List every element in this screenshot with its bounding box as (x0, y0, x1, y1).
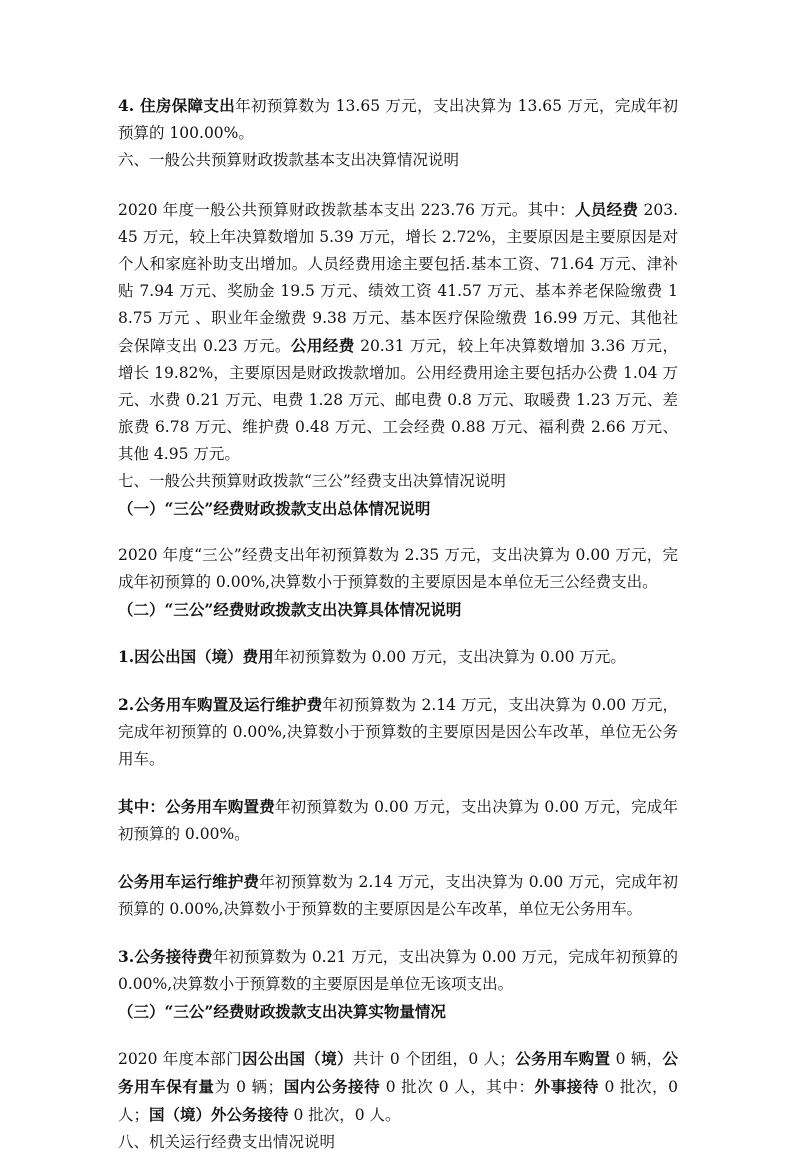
section7-sub2-heading: （二）“三公”经费财政拨款支出决算具体情况说明 (118, 600, 462, 619)
section6-heading: 六、一般公共预算财政拨款基本支出决算情况说明 (118, 151, 460, 169)
s3-bold-4: 国内公务接待 (283, 1077, 381, 1096)
item3-text: 年初预算数为 0.21 万元，支出决算为 0.00 万元，完成年初预算的 0.00%,决算数小于预算数的主要原因是单位无该项支出。 (118, 948, 679, 993)
item2a-text: 年初预算数为 0.00 万元，支出决算为 0.00 万元，完成年初预算的 0.00%。 (118, 798, 678, 843)
section7-heading: 七、一般公共预算财政拨款“三公”经费支出决算情况说明 (118, 472, 506, 490)
section7-sub3-heading: （三）“三公”经费财政拨款支出决算实物量情况 (118, 1002, 446, 1021)
section7-sub3-paragraph (118, 1045, 678, 1129)
housing-label: 4. 住房保障支出 (118, 96, 236, 115)
s3-text-7: 0 批次，0 人。 (288, 1106, 401, 1124)
s3-text-2: 共计 0 个团组，0 人； (352, 1050, 515, 1068)
item2-text: 年初预算数为 2.14 万元，支出决算为 0.00 万元，完成年初预算的 0.00%,决算数小于预算数的主要原因是因公车改革，单位无公务用车。 (118, 696, 679, 768)
s3-text-4: 为 0 辆； (214, 1078, 284, 1096)
section7-sub1-heading: （一）“三公”经费财政拨款支出总体情况说明 (118, 499, 431, 518)
item3-paragraph (118, 943, 678, 998)
item3-label: 3.公务接待费 (118, 947, 213, 966)
public-text: 20.31 万元，较上年决算数增加 3.36 万元，增长 19.82%，主要原因是财政拨款增加。公用经费用途主要包括办公费 1.04 万元、水费 0.21 万元、电费 1.28 万元、邮电费 0.8 万元、取暖费 1.23 万元、差旅费 6.78 万元、维护费 0.48 万元、工会经费 0.88 万元、福利费 2.66 万元、其他 4.95 万元。 (118, 337, 678, 463)
housing-paragraph (118, 92, 678, 147)
section8-heading: 八、机关运行经费支出情况说明 (118, 1133, 336, 1151)
public-label: 公用经费 (290, 336, 355, 355)
s3-bold-2: 公务用车购置 (514, 1049, 611, 1068)
section6-intro: 2020 年度一般公共预算财政拨款基本支出 223.76 万元。其中： (118, 201, 576, 219)
s3-bold-3: 公务用车保有量 (118, 1049, 678, 1096)
s3-text-3: 0 辆， (610, 1050, 663, 1068)
item2a-paragraph (118, 793, 678, 848)
item2b-label: 公务用车运行维护费 (118, 872, 260, 891)
item2b-paragraph (118, 868, 678, 923)
s3-text-6: 0 批次，0 人； (118, 1078, 678, 1124)
item1-text: 年初预算数为 0.00 万元，支出决算为 0.00 万元。 (273, 648, 626, 666)
personnel-label: 人员经费 (575, 200, 639, 219)
s3-bold-1: 因公出国（境） (241, 1049, 353, 1068)
item1-label: 1.因公出国（境）费用 (118, 647, 274, 666)
personnel-text: 203.45 万元，较上年决算数增加 5.39 万元，增长 2.72%，主要原因是主要原因是对个人和家庭补助支出增加。人员经费用途主要包括.基本工资、71.64 万元、津补贴 7.94 万元、奖励金 19.5 万元、绩效工资 41.57 万元、基本养老保险缴费 18.75 万元 、职业年金缴费 9.38 万元、基本医疗保险缴费 16.99 万元、其他社会保障支出 0.23 万元。 (118, 201, 678, 355)
housing-text: 年初预算数为 13.65 万元，支出决算为 13.65 万元，完成年初预算的 100.00%。 (118, 97, 678, 142)
item1-paragraph (118, 643, 678, 671)
s3-bold-6: 国（境）外公务接待 (149, 1105, 289, 1124)
item2-paragraph (118, 691, 678, 773)
section6-paragraph (118, 196, 678, 468)
item2a-label: 其中：公务用车购置费 (118, 797, 275, 816)
s3-text-1: 2020 年度本部门 (118, 1050, 242, 1068)
s3-text-5: 0 批次 0 人，其中： (380, 1078, 535, 1096)
s3-bold-5: 外事接待 (534, 1077, 599, 1096)
section7-sub1-paragraph: 2020 年度“三公”经费支出年初预算数为 2.35 万元，支出决算为 0.00 万元，完成年初预算的 0.00%,决算数小于预算数的主要原因是本单位无三公经费支出。 (118, 546, 678, 591)
document-page (118, 92, 678, 1156)
item2b-text: 年初预算数为 2.14 万元，支出决算为 0.00 万元，完成年初预算的 0.00%,决算数小于预算数的主要原因是公车改革，单位无公务用车。 (118, 873, 678, 918)
item2-label: 2.公务用车购置及运行维护费 (118, 695, 323, 714)
